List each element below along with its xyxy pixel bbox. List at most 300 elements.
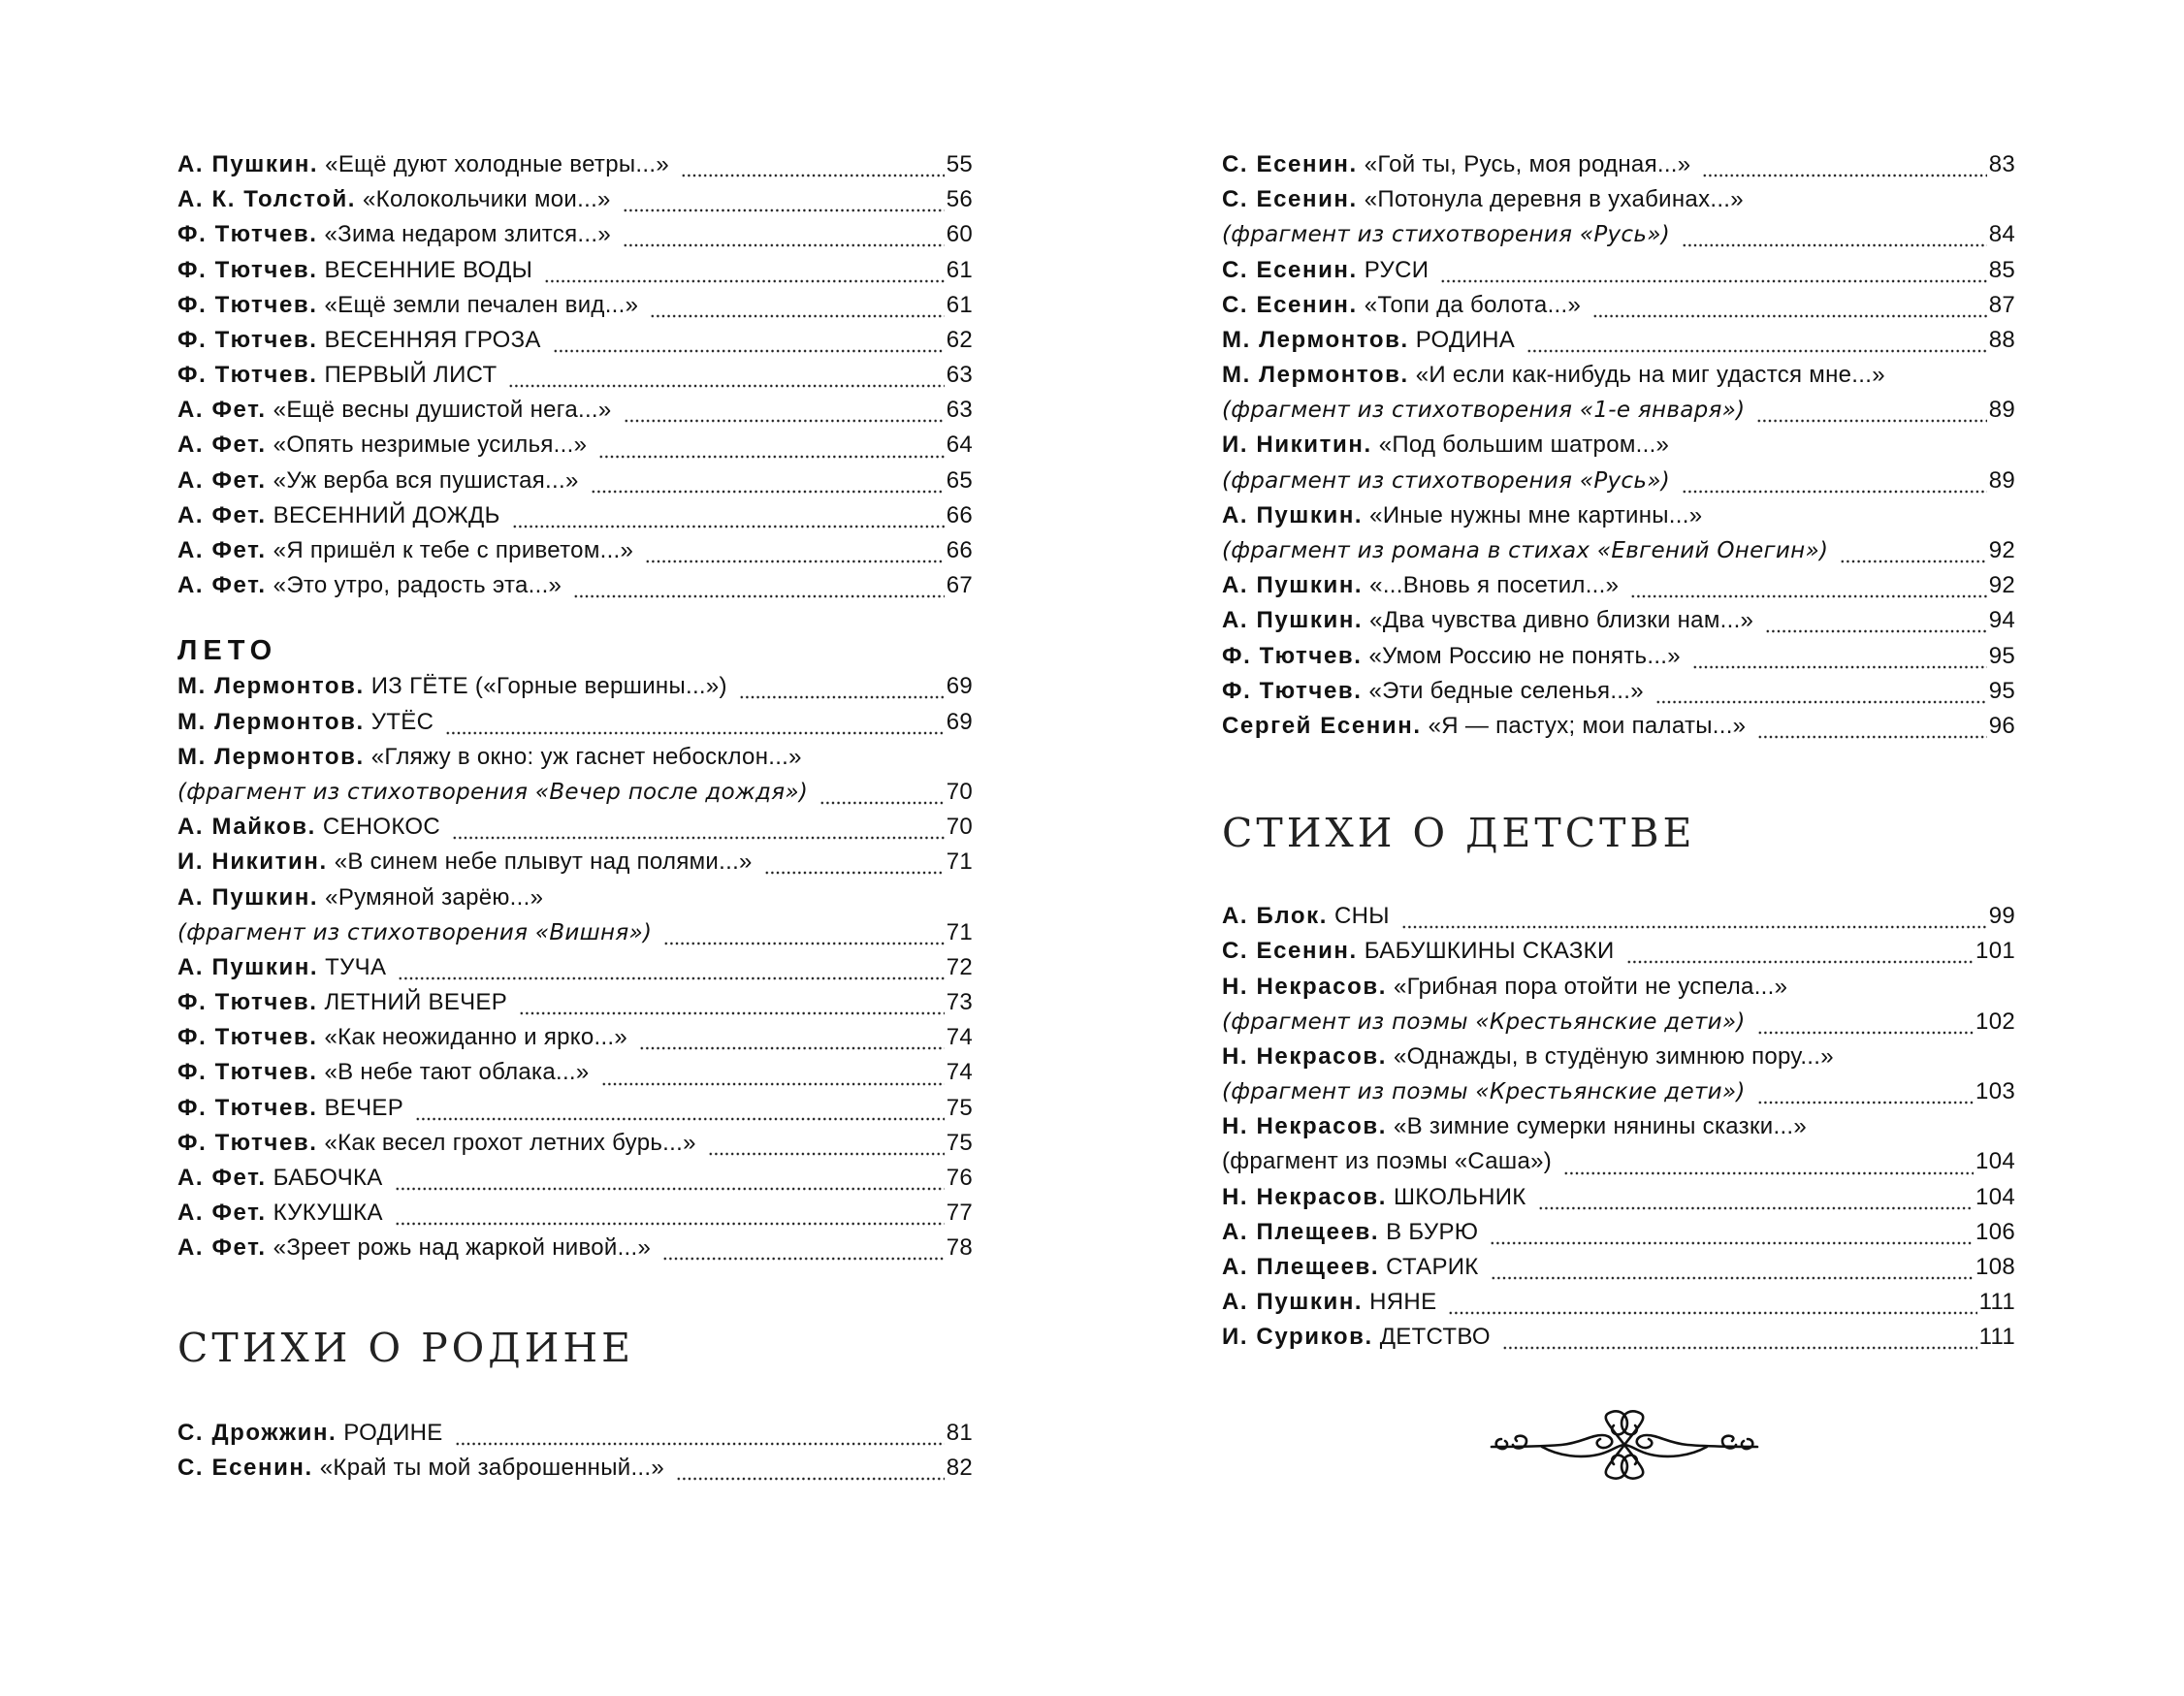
entry-title: БАБОЧКА (273, 1165, 383, 1192)
toc-entry (177, 323, 973, 358)
entry-text (177, 705, 434, 740)
toc-entry (1222, 1180, 2015, 1215)
entry-author: С. Есенин. (1222, 186, 1358, 213)
page-number: 94 (1988, 607, 2015, 634)
entry-title: ВЕСЕННИЙ ДОЖДЬ (273, 501, 500, 528)
entry-text (1222, 934, 1615, 969)
toc-entry (177, 1126, 973, 1161)
entry-text (1222, 709, 1746, 744)
dot-leader (764, 845, 945, 880)
toc-entry (177, 1416, 973, 1451)
page-number: 66 (946, 501, 973, 528)
entry-title: «Как неожиданно и ярко...» (324, 1024, 628, 1051)
entry-text (1222, 1285, 1436, 1320)
toc-entry (1222, 1109, 2015, 1144)
entry-fragment-note: (фрагмент из стихотворения «Русь») (1222, 222, 1670, 248)
entry-text (177, 182, 611, 217)
entry-fragment-note: (фрагмент из поэмы «Крестьянские дети») (1222, 1008, 1746, 1035)
entry-title: «Потонула деревня в ухабинах...» (1364, 186, 1744, 213)
entry-author: А. Фет. (177, 572, 267, 599)
page-number: 73 (946, 989, 973, 1016)
entry-text (177, 464, 579, 498)
entry-text (1222, 147, 1690, 182)
flourish-ornament-icon (1484, 1406, 1765, 1484)
entry-title: КУКУШКА (273, 1200, 383, 1227)
entry-title: «Однажды, в студёную зимнюю пору...» (1393, 1042, 1834, 1070)
dot-leader (591, 464, 945, 498)
page-number: 74 (946, 1059, 973, 1086)
toc-entry (1222, 358, 2015, 393)
entry-title: БАБУШКИНЫ СКАЗКИ (1364, 938, 1615, 965)
page-number: 71 (946, 918, 973, 945)
entry-author: М. Лермонтов. (177, 673, 365, 700)
dot-leader (708, 1126, 945, 1161)
entry-author: С. Есенин. (1222, 291, 1358, 318)
page-number: 92 (1988, 537, 2015, 564)
page-number: 62 (946, 326, 973, 353)
entry-title: «Зреет рожь над жаркой нивой...» (273, 1234, 652, 1262)
entry-author: А. Фет. (177, 537, 267, 564)
entry-title: ВЕЧЕР (324, 1094, 404, 1121)
entry-author: Ф. Тютчев. (177, 1129, 318, 1156)
entry-text (177, 880, 543, 915)
entry-author: Н. Некрасов. (1222, 1042, 1387, 1070)
entry-text (177, 985, 507, 1020)
entry-author: А. Пушкин. (177, 150, 319, 177)
page-number: 88 (1988, 326, 2015, 353)
entry-text (1222, 1040, 1834, 1074)
toc-entry (177, 1056, 973, 1091)
entry-text (177, 1231, 651, 1265)
entry-text (177, 1055, 590, 1090)
entry-title: «Край ты мой заброшенный...» (319, 1454, 665, 1481)
toc-entry (177, 985, 973, 1020)
toc-entry-subtitle (1222, 1145, 2015, 1180)
entry-title: СТАРИК (1386, 1254, 1479, 1281)
page-number: 103 (1975, 1078, 2015, 1105)
toc-entry-subtitle (1222, 1074, 2015, 1109)
toc-entry (1222, 429, 2015, 464)
page-number: 56 (946, 186, 973, 213)
entry-text (1222, 1180, 1526, 1215)
entry-author: А. Пушкин. (177, 953, 319, 980)
dot-leader (1626, 934, 1975, 969)
dot-leader (1757, 709, 1986, 744)
toc-entry (1222, 498, 2015, 533)
toc-entry (1222, 147, 2015, 182)
page-number: 101 (1975, 938, 2015, 965)
entry-text (1222, 323, 1515, 358)
entry-text (1222, 288, 1581, 323)
dot-leader (553, 323, 945, 358)
entry-title: ПЕРВЫЙ ЛИСТ (324, 362, 498, 389)
entry-author: Н. Некрасов. (1222, 1113, 1387, 1140)
entry-text (1222, 1320, 1491, 1355)
entry-fragment-note: (фрагмент из поэмы «Саша») (1222, 1148, 1553, 1175)
toc-entry (177, 253, 973, 288)
entry-author: А. Пушкин. (1222, 501, 1364, 528)
page-number: 95 (1988, 642, 2015, 669)
entry-author: И. Никитин. (1222, 432, 1372, 459)
page-number: 83 (1988, 150, 2015, 177)
dot-leader (645, 533, 945, 568)
entry-text (1222, 674, 1644, 709)
entry-text (177, 358, 497, 393)
entry-text (1222, 970, 1787, 1005)
entry-text (177, 950, 386, 985)
dot-leader (676, 1451, 945, 1486)
entry-text (177, 1451, 664, 1486)
dot-leader (819, 775, 945, 810)
entry-author: Ф. Тютчев. (1222, 642, 1363, 669)
entry-title: «И если как-нибудь на миг удастся мне...» (1415, 362, 1885, 389)
toc-entry (177, 147, 973, 182)
entry-author: А. Фет. (177, 1200, 267, 1227)
spring-entries-list (177, 147, 973, 603)
entry-author: Ф. Тютчев. (177, 1094, 318, 1121)
entry-fragment-note: (фрагмент из романа в стихах «Евгений Онегин») (1222, 538, 1829, 564)
dot-leader (650, 288, 944, 323)
dot-leader (1490, 1215, 1974, 1250)
dot-leader (1702, 147, 1986, 182)
page-number: 65 (946, 466, 973, 494)
dot-leader (1682, 464, 1987, 498)
entry-text (177, 1196, 383, 1231)
entry-author: А. Пушкин. (1222, 1289, 1364, 1316)
entry-text (177, 533, 633, 568)
page-number: 72 (946, 953, 973, 980)
entry-text (177, 1161, 383, 1196)
entry-author: А. Пушкин. (1222, 572, 1364, 599)
entry-fragment-note: (фрагмент из стихотворения «Вишня») (177, 919, 653, 945)
entry-title: «Умом Россию не понять...» (1368, 642, 1681, 669)
entry-text (177, 498, 500, 533)
entry-title: «Уж верба вся пушистая...» (273, 466, 579, 494)
entry-title: «Я пришёл к тебе с приветом...» (273, 537, 634, 564)
entry-title: «Грибная пора отойти не успела...» (1393, 973, 1788, 1000)
entry-author: М. Лермонтов. (1222, 326, 1409, 353)
entry-title: «Как весел грохот летних бурь...» (324, 1129, 696, 1156)
dot-leader (1756, 393, 1986, 428)
entry-text (1222, 182, 1744, 217)
toc-entry-subtitle (177, 775, 973, 810)
page-number: 106 (1975, 1218, 2015, 1245)
toc-entry (1222, 1215, 2015, 1250)
toc-entry (1222, 709, 2015, 744)
entry-title: ТУЧА (325, 953, 387, 980)
entry-title: «Румяной зарёю...» (325, 883, 544, 911)
dot-leader (639, 1020, 945, 1055)
entry-text (177, 845, 753, 880)
entry-author: А. Плещеев. (1222, 1254, 1380, 1281)
toc-entry (177, 1231, 973, 1265)
entry-title: «Эти бедные селенья...» (1368, 677, 1644, 704)
page-number: 99 (1988, 903, 2015, 930)
toc-entry (177, 740, 973, 775)
toc-entry (1222, 674, 2015, 709)
toc-entry (1222, 323, 2015, 358)
entry-title: «Ещё весны душистой нега...» (273, 397, 612, 424)
page-number: 96 (1988, 712, 2015, 739)
entry-text (1222, 253, 1429, 288)
entry-title: «Гой ты, Русь, моя родная...» (1364, 150, 1691, 177)
page-number: 89 (1988, 397, 2015, 424)
toc-entry (177, 845, 973, 880)
entry-text (177, 1020, 627, 1055)
toc-entry (1222, 899, 2015, 934)
dot-leader (519, 985, 945, 1020)
dot-leader (1592, 288, 1987, 323)
page-number: 89 (1988, 466, 2015, 494)
dot-leader (623, 182, 945, 217)
toc-entry (177, 880, 973, 915)
toc-entry (177, 464, 973, 498)
toc-entry (1222, 1320, 2015, 1355)
toc-entry (177, 429, 973, 464)
entry-text (1222, 1215, 1478, 1250)
entry-title: «В зимние сумерки нянины сказки...» (1393, 1113, 1808, 1140)
entry-author: М. Лермонтов. (177, 743, 365, 770)
entry-author: А. Фет. (177, 1234, 267, 1262)
entry-title: В БУРЮ (1386, 1218, 1479, 1245)
dot-leader (739, 669, 945, 704)
page-number: 70 (946, 814, 973, 841)
toc-entry (177, 393, 973, 428)
entry-author: А. Фет. (177, 397, 267, 424)
page-number: 111 (1978, 1324, 2015, 1351)
entry-author: Ф. Тютчев. (177, 326, 318, 353)
entry-author: С. Есенин. (177, 1454, 313, 1481)
page-number: 61 (946, 256, 973, 283)
page-number: 77 (946, 1200, 973, 1227)
entry-author: А. К. Толстой. (177, 186, 357, 213)
dot-leader (395, 1161, 945, 1196)
entry-title: СНЫ (1333, 903, 1390, 930)
page-number: 55 (946, 150, 973, 177)
entry-author: А. Пушкин. (1222, 607, 1364, 634)
entry-text (177, 288, 638, 323)
toc-entry (1222, 288, 2015, 323)
entry-author: С. Есенин. (1222, 256, 1358, 283)
entry-title: «Ещё дуют холодные ветры...» (325, 150, 669, 177)
page-number: 78 (946, 1234, 973, 1262)
entry-text (177, 669, 727, 704)
page-number: 75 (946, 1094, 973, 1121)
entry-author: А. Фет. (177, 1165, 267, 1192)
dot-leader (573, 568, 945, 603)
page-number: 87 (1988, 291, 2015, 318)
page-number: 81 (946, 1419, 973, 1446)
entry-text (1222, 1250, 1479, 1285)
dot-leader (1526, 323, 1987, 358)
entry-author: Ф. Тютчев. (1222, 677, 1363, 704)
entry-text (177, 568, 562, 603)
page-number: 82 (946, 1454, 973, 1481)
toc-entry (177, 1196, 973, 1231)
toc-entry (1222, 639, 2015, 674)
page-number: 104 (1975, 1148, 2015, 1175)
toc-entry (177, 810, 973, 845)
toc-entry (1222, 970, 2015, 1005)
toc-entry (177, 1451, 973, 1486)
entry-author: Ф. Тютчев. (177, 256, 318, 283)
entry-text (1222, 498, 1702, 533)
homeland-entries-list (177, 1416, 973, 1486)
entry-text (177, 740, 802, 775)
entry-text (177, 393, 612, 428)
page-number: 66 (946, 537, 973, 564)
dot-leader (1401, 899, 1987, 934)
entry-title: ДЕТСТВО (1379, 1324, 1491, 1351)
toc-entry (177, 1091, 973, 1126)
page-number: 67 (946, 572, 973, 599)
dot-leader (1448, 1285, 1976, 1320)
entry-title: СЕНОКОС (322, 814, 440, 841)
page-number: 69 (946, 673, 973, 700)
entry-title: «Два чувства дивно близки нам...» (1369, 607, 1754, 634)
entry-fragment-note: (фрагмент из стихотворения «Вечер после дождя») (177, 779, 809, 805)
page-number: 61 (946, 291, 973, 318)
dot-leader (1563, 1145, 1974, 1180)
dot-leader (452, 810, 945, 845)
page-number: 74 (946, 1024, 973, 1051)
entry-title: «Опять незримые усилья...» (273, 432, 588, 459)
entry-author: А. Фет. (177, 501, 267, 528)
entry-author: И. Никитин. (177, 848, 328, 876)
toc-entry (1222, 568, 2015, 603)
toc-entry-subtitle (1222, 464, 2015, 498)
toc-entry (177, 669, 973, 704)
page-number: 76 (946, 1165, 973, 1192)
page-number: 63 (946, 397, 973, 424)
right-toc-column (1222, 147, 2015, 1356)
toc-entry-subtitle (1222, 393, 2015, 428)
dot-leader (1840, 533, 1986, 568)
dot-leader (1692, 639, 1987, 674)
entry-text (177, 428, 587, 463)
dot-leader (662, 1231, 945, 1265)
toc-entry (1222, 603, 2015, 638)
page-number: 71 (946, 848, 973, 876)
toc-entry-subtitle (1222, 533, 2015, 568)
entry-author: Ф. Тютчев. (177, 362, 318, 389)
entry-author: А. Фет. (177, 432, 267, 459)
page-number: 75 (946, 1129, 973, 1156)
page-number: 104 (1975, 1183, 2015, 1210)
entry-title: «Ещё земли печален вид...» (324, 291, 639, 318)
toc-entry (177, 358, 973, 393)
entry-title: «Топи да болота...» (1364, 291, 1582, 318)
dot-leader (1538, 1180, 1975, 1215)
entry-title: ИЗ ГЁТЕ («Горные вершины...») (370, 673, 727, 700)
toc-entry (1222, 182, 2015, 217)
page-number: 85 (1988, 256, 2015, 283)
dot-leader (512, 498, 945, 533)
page-number: 63 (946, 362, 973, 389)
entry-title: НЯНЕ (1369, 1289, 1437, 1316)
dot-leader (1502, 1320, 1977, 1355)
page-number: 92 (1988, 572, 2015, 599)
dot-leader (1630, 568, 1986, 603)
entry-fragment-note: (фрагмент из поэмы «Крестьянские дети») (1222, 1079, 1746, 1105)
dot-leader (623, 217, 945, 252)
entry-title: «...Вновь я посетил...» (1369, 572, 1620, 599)
entry-title: РОДИНЕ (343, 1419, 443, 1446)
toc-entry (1222, 934, 2015, 969)
toc-entry-subtitle (177, 915, 973, 950)
entry-author: С. Дрожжин. (177, 1419, 337, 1446)
entry-text (177, 217, 611, 252)
dot-leader (1491, 1250, 1974, 1285)
dot-leader (455, 1416, 945, 1451)
entry-title: ЛЕТНИЙ ВЕЧЕР (324, 989, 508, 1016)
toc-entry (177, 1161, 973, 1196)
toc-entry (177, 950, 973, 985)
page-number: 95 (1988, 677, 2015, 704)
toc-entry (1222, 253, 2015, 288)
page-number: 64 (946, 432, 973, 459)
entry-text (177, 1091, 403, 1126)
entry-title: «Это утро, радость эта...» (273, 572, 562, 599)
toc-entry (177, 1020, 973, 1055)
entry-author: Ф. Тютчев. (177, 1059, 318, 1086)
entry-title: «Зима недаром злится...» (324, 221, 611, 248)
entry-title: УТЁС (370, 708, 434, 735)
entry-text (1222, 639, 1681, 674)
toc-entry (177, 568, 973, 603)
entry-title: ШКОЛЬНИК (1393, 1183, 1526, 1210)
entry-author: И. Суриков. (1222, 1324, 1373, 1351)
entry-text (1222, 358, 1885, 393)
dot-leader (1757, 1074, 1974, 1109)
entry-text (177, 810, 440, 845)
entry-title: «Гляжу в окно: уж гаснет небосклон...» (370, 743, 802, 770)
entry-author: Н. Некрасов. (1222, 973, 1387, 1000)
entry-text (177, 1416, 443, 1451)
page-number: 108 (1975, 1254, 2015, 1281)
dot-leader (1682, 217, 1987, 252)
entry-text (1222, 428, 1669, 463)
entry-author: А. Плещеев. (1222, 1218, 1380, 1245)
dot-leader (445, 705, 944, 740)
summer-heading: ЛЕТО (177, 635, 278, 667)
dot-leader (598, 429, 944, 464)
homeland-continued-list (1222, 147, 2015, 744)
dot-leader (663, 915, 944, 950)
dot-leader (415, 1091, 945, 1126)
entry-text (177, 147, 669, 182)
dot-leader (601, 1056, 945, 1091)
childhood-entries-list (1222, 899, 2015, 1355)
toc-entry (1222, 1285, 2015, 1320)
dot-leader (681, 147, 945, 182)
page-number: 84 (1988, 221, 2015, 248)
dot-leader (395, 1196, 945, 1231)
left-toc-column (177, 147, 973, 1486)
childhood-section-title: СТИХИ О ДЕТСТВЕ (1222, 810, 1696, 857)
entry-title: «В синем небе плывут над полями...» (334, 848, 753, 876)
toc-entry (177, 288, 973, 323)
entry-title: «Под большим шатром...» (1378, 432, 1670, 459)
toc-entry (177, 217, 973, 252)
entry-author: М. Лермонтов. (177, 708, 365, 735)
entry-title: «Иные нужны мне картины...» (1369, 501, 1703, 528)
entry-author: А. Пушкин. (177, 883, 319, 911)
entry-text (177, 1126, 696, 1161)
dot-leader (1440, 253, 1986, 288)
entry-fragment-note: (фрагмент из стихотворения «1-е января») (1222, 398, 1746, 424)
toc-entry (177, 705, 973, 740)
